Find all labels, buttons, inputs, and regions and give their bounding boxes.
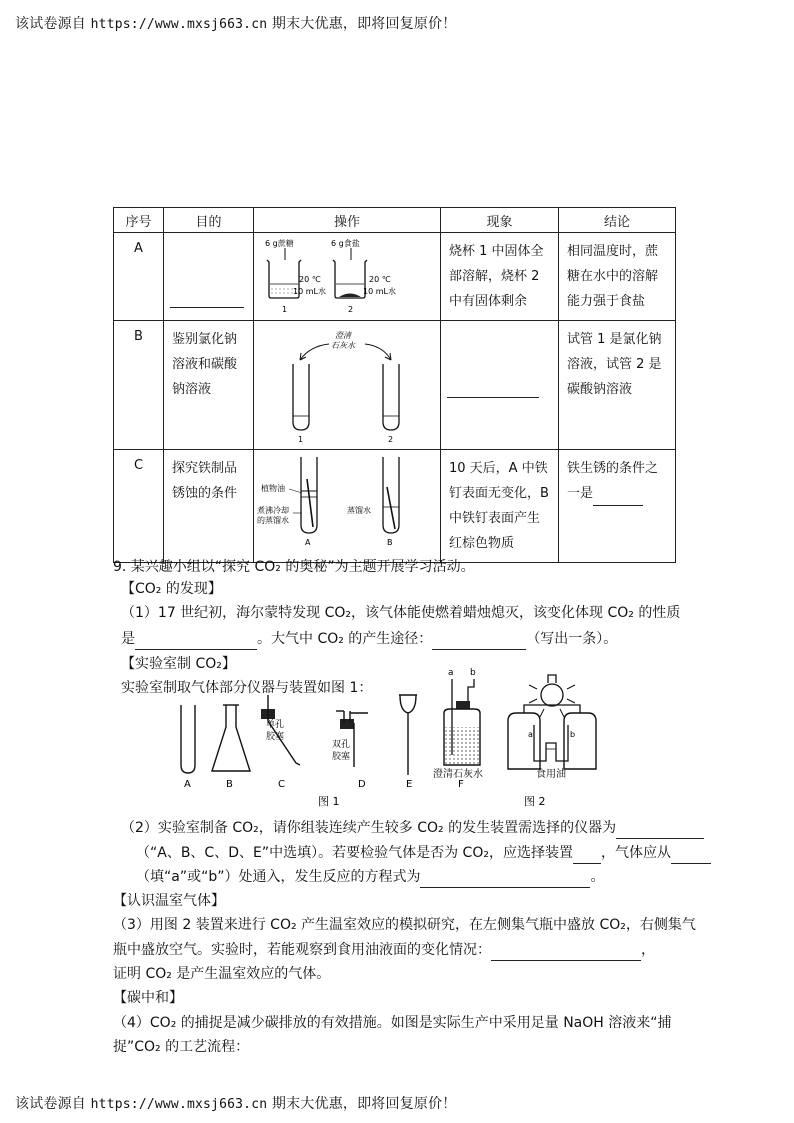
answer-blank[interactable] <box>491 960 641 961</box>
phenomenon-blank-cell <box>441 321 559 450</box>
label-c-2: 胶塞 <box>266 732 285 742</box>
experiment-table <box>113 207 676 563</box>
figure-intro: 实验室制取气体部分仪器与装置如图 1： <box>121 680 373 696</box>
q2-text-1: （2）实验室制备 CO₂，请你组装连续产生较多 CO₂ 的发生装置需选择的仪器为 <box>121 820 617 836</box>
table-row <box>114 233 676 321</box>
answer-blank[interactable] <box>432 649 526 650</box>
header-index: 序号 <box>114 208 164 233</box>
conclusion-b: 试管 1 是氯化钠溶液，试管 2 是碳酸钠溶液 <box>559 321 676 450</box>
q1-text-a: 是 <box>121 631 135 647</box>
row-id: B <box>114 321 164 450</box>
purpose-blank-cell <box>164 233 254 321</box>
section-greenhouse: 【认识温室气体】 <box>113 893 225 909</box>
label-water-1: 10 mL水 <box>293 287 326 296</box>
label-limewater: 澄清石灰水 <box>433 769 483 780</box>
conclusion-c <box>559 450 676 563</box>
table-header-row <box>114 208 676 233</box>
answer-blank[interactable] <box>616 838 704 839</box>
label-d: D <box>358 779 366 790</box>
header-purpose: 目的 <box>164 208 254 233</box>
q2-text-2a: （“A、B、C、D、E”中选填）。若要检验气体是否为 CO₂，应选择装置 <box>136 845 573 861</box>
q1-text-b: 。大气中 CO₂ 的产生途径： <box>257 631 433 647</box>
caption-fig2: 图 2 <box>524 795 546 808</box>
label-d-2: 胶塞 <box>332 752 351 762</box>
row-id: A <box>114 233 164 321</box>
header-operation: 操作 <box>254 208 441 233</box>
q2-line2 <box>136 842 716 864</box>
answer-blank[interactable] <box>135 649 257 650</box>
label-fig2-a: a <box>528 730 533 739</box>
label-f-a: a <box>448 668 454 678</box>
table-row <box>114 450 676 563</box>
answer-blank[interactable] <box>593 505 643 506</box>
q2-line1 <box>121 817 701 839</box>
operation-diagram-a <box>254 233 441 321</box>
label-sugar: 6 g蔗糖 <box>265 239 294 248</box>
label-e: E <box>406 779 413 790</box>
label-tube-2: 2 <box>388 435 394 444</box>
operation-diagram-b <box>254 321 441 450</box>
label-tube-1: 1 <box>298 435 304 444</box>
q1-text-c: （写出一条）。 <box>526 631 618 647</box>
test-tube-diagram <box>255 322 442 448</box>
answer-blank[interactable] <box>447 397 539 398</box>
label-a: A <box>184 779 191 790</box>
q2-text-3a: （填“a”或“b”）处通入，发生反应的方程式为 <box>136 869 421 885</box>
label-veg-oil: 植物油 <box>261 484 285 493</box>
label-beaker-2: 2 <box>348 305 354 314</box>
label-temp-1: 20 ℃ <box>299 275 321 284</box>
label-f-b: b <box>470 668 476 678</box>
label-temp-2: 20 ℃ <box>369 275 391 284</box>
section-lab-prep: 【实验室制 CO₂】 <box>121 656 236 672</box>
banner-url[interactable]: https://www.mxsj663.cn <box>90 17 268 32</box>
q9-intro: 9. 某兴趣小组以“探究 CO₂ 的奥秘”为主题开展学习活动。 <box>113 559 475 575</box>
phenomenon-c: 10 天后，A 中铁钉表面无变化，B 中铁钉表面产生红棕色物质 <box>441 450 559 563</box>
label-cooking-oil: 食用油 <box>536 769 566 780</box>
answer-blank[interactable] <box>170 307 244 308</box>
operation-diagram-c <box>254 450 441 563</box>
bottom-banner <box>15 1093 457 1113</box>
conclusion-c-text: 铁生锈的条件之一是 <box>567 461 659 501</box>
label-fig2-b: b <box>570 730 576 739</box>
label-limewater-2: 石灰水 <box>331 341 355 350</box>
purpose-b: 鉴别氯化钠溶液和碳酸钠溶液 <box>164 321 254 450</box>
q3-line3: 证明 CO₂ 是产生温室效应的气体。 <box>113 966 331 982</box>
q3-text-2b: ， <box>641 942 655 958</box>
row-id: C <box>114 450 164 563</box>
header-conclusion: 结论 <box>559 208 676 233</box>
q3-text-2a: 瓶中盛放空气。实验时，若能观察到食用油液面的变化情况： <box>113 942 491 958</box>
label-boiled-water-2: 的蒸馏水 <box>257 516 289 525</box>
label-c: C <box>278 779 285 790</box>
banner-url[interactable]: https://www.mxsj663.cn <box>90 1097 268 1112</box>
beaker-diagram <box>255 234 442 318</box>
apparatus-figures <box>168 665 608 813</box>
answer-blank[interactable] <box>671 863 711 864</box>
label-tube-b: B <box>387 538 393 547</box>
header-phenomenon: 现象 <box>441 208 559 233</box>
label-beaker-1: 1 <box>282 305 288 314</box>
answer-blank[interactable] <box>420 887 590 888</box>
q4-line1: （4）CO₂ 的捕捉是减少碳排放的有效措施。如图是实际生产中采用足量 NaOH 溶液来“捕 <box>113 1015 672 1031</box>
label-tube-a: A <box>305 538 311 547</box>
answer-blank[interactable] <box>573 863 601 864</box>
banner-prefix: 该试卷源自 <box>15 16 86 32</box>
caption-fig1: 图 1 <box>318 795 340 808</box>
phenomenon-a: 烧杯 1 中固体全部溶解，烧杯 2 中有固体剩余 <box>441 233 559 321</box>
top-banner <box>15 13 457 33</box>
label-d-1: 双孔 <box>332 740 351 750</box>
banner-suffix: 期末大优惠，即将回复原价！ <box>271 16 457 32</box>
label-distilled: 蒸馏水 <box>347 506 371 515</box>
q2-line3 <box>136 866 716 888</box>
purpose-c: 探究铁制品锈蚀的条件 <box>164 450 254 563</box>
q4-line2: 捉”CO₂ 的工艺流程： <box>113 1039 250 1055</box>
q1-line1: （1）17 世纪初，海尔蒙特发现 CO₂，该气体能使燃着蜡烛熄灭，该变化体现 CO₂ 的性质 <box>121 605 681 621</box>
q2-text-2b: ，气体应从 <box>600 845 671 861</box>
q3-line2 <box>113 939 693 961</box>
q3-line1: （3）用图 2 装置来进行 CO₂ 产生温室效应的模拟研究，在左侧集气瓶中盛放 CO₂，右侧集气 <box>113 917 696 933</box>
banner-prefix: 该试卷源自 <box>15 1096 86 1112</box>
label-c-1: 单孔 <box>266 720 285 730</box>
q2-text-3b: 。 <box>590 869 605 885</box>
conclusion-a: 相同温度时，蔗糖在水中的溶解能力强于食盐 <box>559 233 676 321</box>
table-row <box>114 321 676 450</box>
iron-nail-diagram <box>255 451 442 553</box>
section-discovery: 【CO₂ 的发现】 <box>121 581 222 597</box>
q1-line2 <box>121 628 701 650</box>
section-carbon-neutral: 【碳中和】 <box>113 990 183 1006</box>
label-limewater-1: 澄清 <box>335 331 351 340</box>
label-water-2: 10 mL水 <box>363 287 396 296</box>
label-boiled-water-1: 煮沸冷却 <box>257 506 289 515</box>
label-b: B <box>226 779 233 790</box>
label-salt: 6 g食盐 <box>331 239 360 248</box>
label-f: F <box>458 779 464 790</box>
banner-suffix: 期末大优惠，即将回复原价！ <box>271 1096 457 1112</box>
